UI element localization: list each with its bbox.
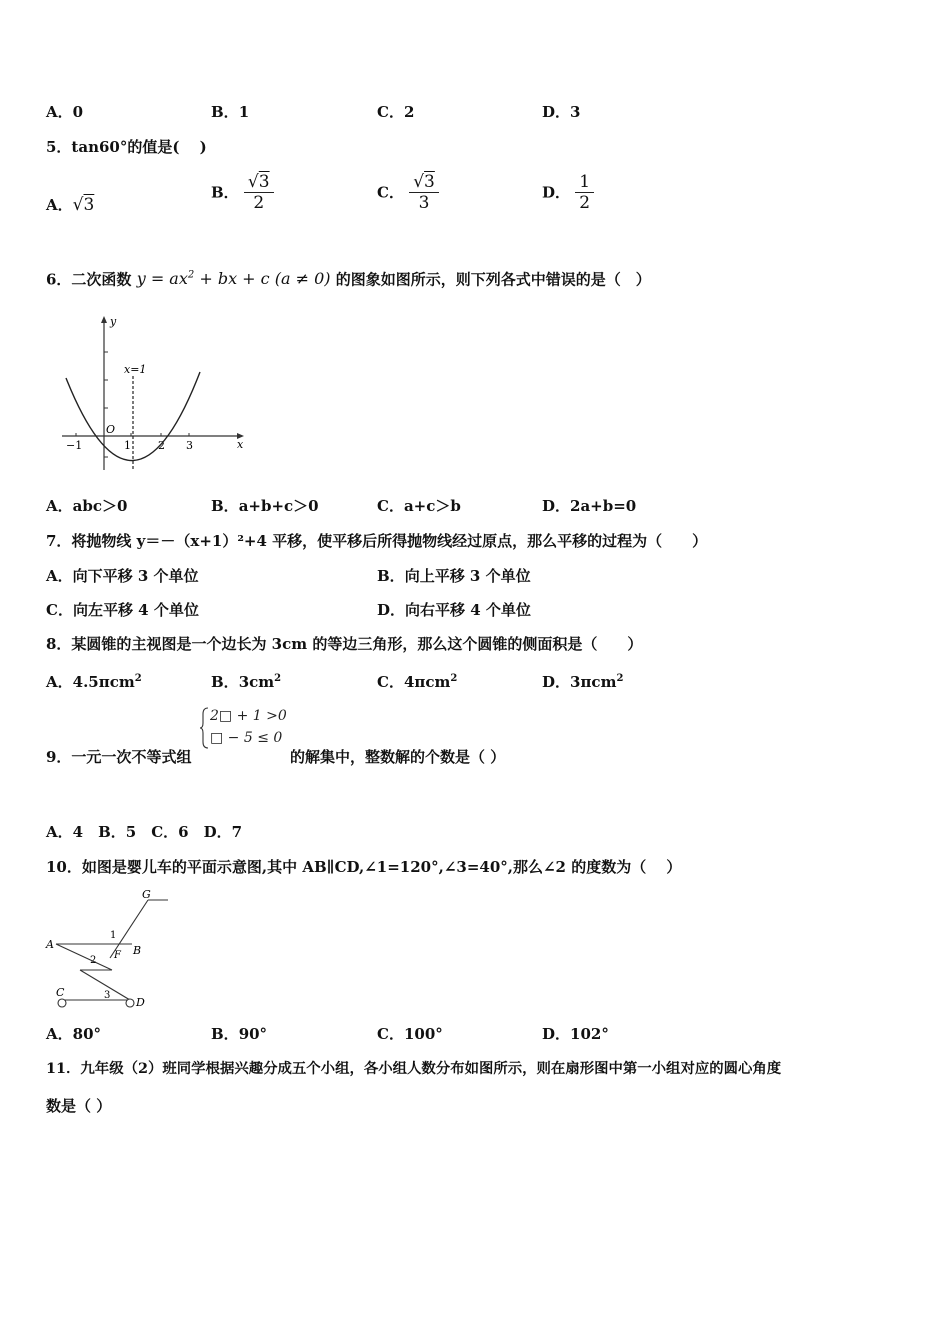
y-axis-arrow	[101, 316, 107, 323]
tick-label-3: 3	[186, 439, 193, 452]
q4-option-c[interactable]: C．2	[377, 103, 415, 121]
q6-option-b[interactable]: B．a+b+c＞0	[211, 497, 319, 515]
q5-option-a[interactable]: A．√3	[46, 195, 95, 215]
symmetry-line-label: x=1	[124, 363, 147, 376]
q6-option-c[interactable]: C．a+c＞b	[377, 497, 461, 515]
q9-inequality-1: 2□ + 1 >0	[210, 708, 287, 724]
q8-stem: 8．某圆锥的主视图是一个边长为 3cm 的等边三角形，那么这个圆锥的侧面积是（ ）	[46, 635, 643, 653]
label-1: 1	[110, 930, 117, 941]
q10-stroller-figure	[44, 884, 174, 1014]
q5-stem: 5．tan60°的值是( )	[46, 138, 207, 156]
tick-label-1: 1	[124, 439, 131, 452]
y-axis-label: y	[110, 315, 117, 328]
q6-formula: $y = ax^2$ + bx + c (a ≠ 0)	[136, 269, 331, 289]
q11-stem-line-2: 数是（ ）	[46, 1097, 112, 1115]
q6-option-d[interactable]: D．2a+b=0	[542, 497, 637, 515]
q4-option-a[interactable]: A．0	[46, 103, 84, 121]
q6-option-a[interactable]: A．abc＞0	[46, 497, 128, 515]
q4-option-d[interactable]: D．3	[542, 103, 581, 121]
label-a: A	[46, 938, 54, 951]
label-3: 3	[104, 990, 111, 1001]
q9-inequality-2: □ − 5 ≤ 0	[210, 730, 283, 746]
q11-stem-line-1: 11．九年级（2）班同学根据兴趣分成五个小组，各小组人数分布如图所示，则在扇形图中第一小组对应的圆心角度	[46, 1060, 782, 1077]
q10-option-c[interactable]: C．100°	[377, 1025, 443, 1043]
q6-parabola-graph	[58, 312, 250, 474]
q7-option-c[interactable]: C．向左平移 4 个单位	[46, 601, 199, 619]
q8-option-d[interactable]: D．3πcm$^2$	[542, 673, 624, 691]
q9-stem-pre: 9．一元一次不等式组	[46, 748, 192, 766]
q7-option-a[interactable]: A．向下平移 3 个单位	[46, 567, 199, 585]
label-b: B	[133, 944, 142, 957]
origin-label: O	[106, 423, 116, 436]
tick-label-minus-1: −1	[66, 439, 83, 452]
q5-option-d[interactable]: D． $\frac{1}{2}$	[542, 172, 594, 213]
label-f: F	[114, 950, 121, 961]
q8-option-c[interactable]: C．4πcm$^2$	[377, 673, 458, 691]
q7-option-d[interactable]: D．向右平移 4 个单位	[377, 601, 531, 619]
q10-option-b[interactable]: B．90°	[211, 1025, 268, 1043]
tick-label-2: 2	[158, 439, 165, 452]
q10-option-a[interactable]: A．80°	[46, 1025, 102, 1043]
q4-option-b[interactable]: B．1	[211, 103, 250, 121]
q7-option-b[interactable]: B．向上平移 3 个单位	[377, 567, 531, 585]
label-d: D	[136, 996, 145, 1009]
q5-option-c[interactable]: C． $\frac{√3}{3}$	[377, 172, 439, 213]
q7-stem: 7．将抛物线 y＝－（x+1）²+4 平移，使平移后所得抛物线经过原点，那么平移的过程为（ ）	[46, 532, 708, 550]
q9-options[interactable]: A．4 B．5 C．6 D．7	[46, 823, 243, 841]
q10-stem: 10．如图是婴儿车的平面示意图,其中 AB∥CD,∠1=120°,∠3=40°,那么∠2 的度数为（ ）	[46, 858, 682, 876]
label-2: 2	[90, 955, 97, 966]
q8-option-b[interactable]: B．$3cm^2$	[211, 673, 282, 691]
q10-option-d[interactable]: D．102°	[542, 1025, 609, 1043]
q9-stem-post: 的解集中，整数解的个数是（ ）	[290, 748, 506, 766]
q9-inequality-brace	[200, 706, 210, 750]
x-axis-label: x	[237, 438, 244, 451]
label-c: C	[56, 986, 65, 999]
q8-option-a[interactable]: A．4.5πcm$^2$	[46, 673, 142, 691]
q5-option-b[interactable]: B． $\frac{√3}{2}$	[211, 172, 274, 213]
label-g: G	[142, 888, 151, 901]
q6-stem: 6．二次函数 $y = ax^2$ + bx + c (a ≠ 0) 的图象如图所示，则下列各式中错误的是（ ）	[46, 269, 651, 289]
